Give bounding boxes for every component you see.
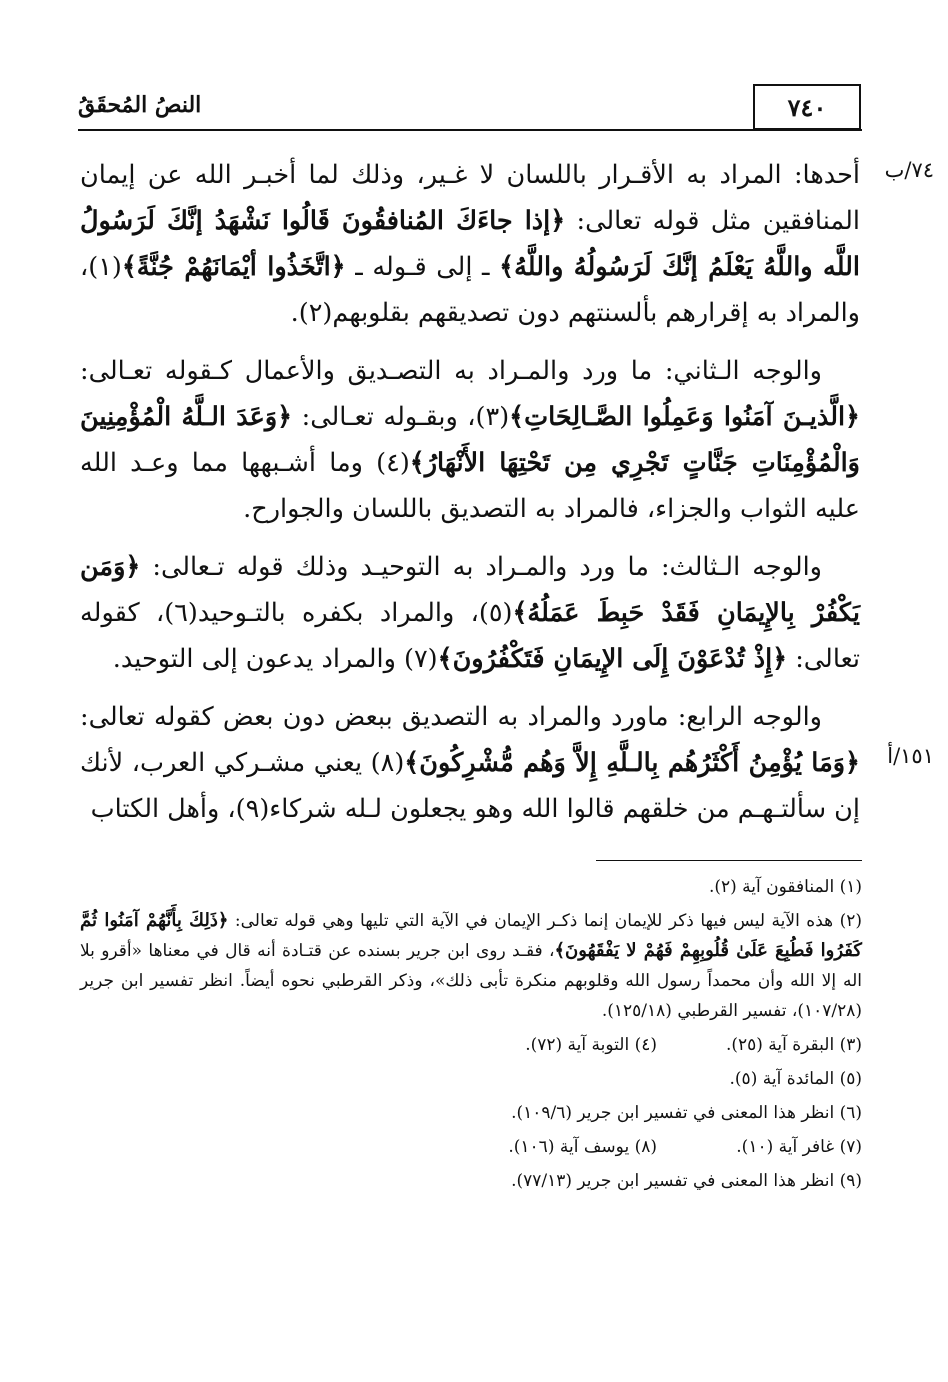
footnote-7: (٧) غافر آية (١٠). — [736, 1137, 862, 1157]
footnote-row-3-4 — [80, 1030, 862, 1060]
main-text — [80, 152, 860, 844]
quran-quote: ﴿وَمَا يُؤْمِنُ أَكْثَرُهُم بِالـلَّهِ إِلاَّ وَهُم مُّشْرِكُونَ﴾ — [404, 748, 860, 778]
text-run: أحدها: المراد به الأقـرار باللسان لا غـير، وذلك لما أخبـر الله عن إيمان المنافقين مثل قوله تعالى: — [80, 160, 860, 236]
text-run: (٤) وما أشـبهها مما وعـد الله عليه الثواب والجزاء، فالمراد به التصديق باللسان والجوارح. — [80, 448, 860, 524]
margin-folio-151a: ١٥١/أ — [887, 744, 934, 768]
footnote-5: (٥) المائدة آية (٥). — [729, 1069, 862, 1089]
quran-quote: ﴿الَّذيـنَ آمَنُوا وَعَمِلُوا الصَّـالِحَاتِ﴾ — [509, 402, 861, 432]
text-run: ـ إلى قـوله ـ — [345, 252, 500, 282]
paragraph-1 — [80, 152, 860, 336]
text-run: والوجه الـثاني: ما ورد والمـراد به التصـديق والأعمال كـقوله تعـالى: — [80, 356, 822, 386]
text-run: (٨) يعني مشـركي العرب، لأنك إن سألتـهـم من خلقهم قالوا الله وهو يجعلون لـله شركاء(٩)، وأهل الكتاب — [80, 748, 860, 824]
paragraph-2 — [80, 348, 860, 532]
text-run: (٣)، وبقـوله تعـالى: — [292, 402, 510, 432]
text-run: (٢) هذه الآية ليس فيها ذكر للإيمان إنما ذكـر الإيمان في الآية التي تليها وهي قوله تعالى: — [228, 911, 862, 931]
text-run: (١)، والمراد به إقرارهم بألسنتهم دون تصديقهم بقلوبهم(٢). — [80, 252, 860, 328]
quran-quote: ﴿ذَلِكَ بِأَنَّهُمْ آمَنُوا ثُمَّ كَفَرُوا فَطُبِعَ عَلَىٰ قُلُوبِهِمْ فَهُمْ لا يَفْقَهُونَ﴾ — [80, 910, 862, 961]
page-number: ٧٤٠ — [787, 92, 827, 122]
margin-folio-74b: ٧٤/ب — [884, 158, 934, 182]
footnote-row-7-8 — [80, 1132, 862, 1162]
page-number-box — [753, 84, 861, 130]
text-run: (٥)، والمراد بكفره بالتـوحيد(٦)، كقوله تعالى: — [80, 598, 860, 674]
footnote-9: (٩) انظر هذا المعنى في تفسير ابن جرير (٧٧/١٣). — [511, 1171, 862, 1191]
quran-quote: ﴿وَمَن يَكْفُرْ بِالإِيمَانِ فَقَدْ حَبِطَ عَمَلُهُ﴾ — [80, 552, 860, 628]
footnotes — [80, 872, 862, 1200]
footnote-1: (١) المنافقون آية (٢). — [708, 877, 862, 897]
footnote-2 — [80, 906, 862, 1026]
footnote-8: (٨) يوسف آية (١٠٦). — [508, 1137, 657, 1157]
text-run: ، فقـد روى ابن جرير بسنده عن قتـادة أنه قال في معناها «أقرو بلا اله إلا الله وأن محمداً رسول الله وقلوبهم منكرة تأبى ذلك»، وذكر القرطبي نحوه أيضاً. انظر تفسير ابن جرير (١٠٧/٢٨)، تفسير القرطبي (١٢٥/١٨). — [80, 941, 862, 1021]
quran-quote: ﴿إذا جاءَكَ المُنافقُونَ قَالُوا نَشْهَدُ إنَّكَ لَرَسُولُ اللَّه واللَّهُ يَعْلَمُ إنَّكَ لَرَسُولُهُ واللَّهُ﴾ — [80, 206, 860, 282]
quran-quote: ﴿اتَّخَذُوا أيْمَانَهُمْ جُنَّةً﴾ — [121, 252, 346, 282]
text-run: والوجه الرابع: ماورد والمراد به التصديق ببعض دون بعض كقوله تعالى: — [80, 702, 822, 732]
text-run: والوجه الـثالث: ما ورد والمـراد به التوحيـد وذلك قوله تـعالى: — [140, 552, 822, 582]
footnote-3: (٣) البقرة آية (٢٥). — [725, 1035, 862, 1055]
quran-quote: ﴿إِذْ تُدْعَوْنَ إِلَى الإِيمَانِ فَتَكْفُرُونَ﴾ — [437, 644, 788, 674]
footnote-4: (٤) التوبة آية (٧٢). — [525, 1035, 657, 1055]
quran-quote: ﴿وَعَدَ الـلَّهُ الْمُؤْمِنِينَ وَالْمُؤْمِنَاتِ جَنَّاتٍ تَجْرِي مِن تَحْتِهَا الأَنْهَارُ﴾ — [80, 402, 860, 478]
header-divider — [78, 129, 862, 131]
running-title: النصُ المُحقَقُ — [78, 92, 202, 118]
paragraph-3 — [80, 544, 860, 682]
footnote-divider — [596, 860, 862, 861]
paragraph-4 — [80, 694, 860, 832]
footnote-6: (٦) انظر هذا المعنى في تفسير ابن جرير (١٠٩/٦). — [511, 1103, 862, 1123]
text-run: (٧) والمراد يدعون إلى التوحيد. — [112, 644, 438, 674]
